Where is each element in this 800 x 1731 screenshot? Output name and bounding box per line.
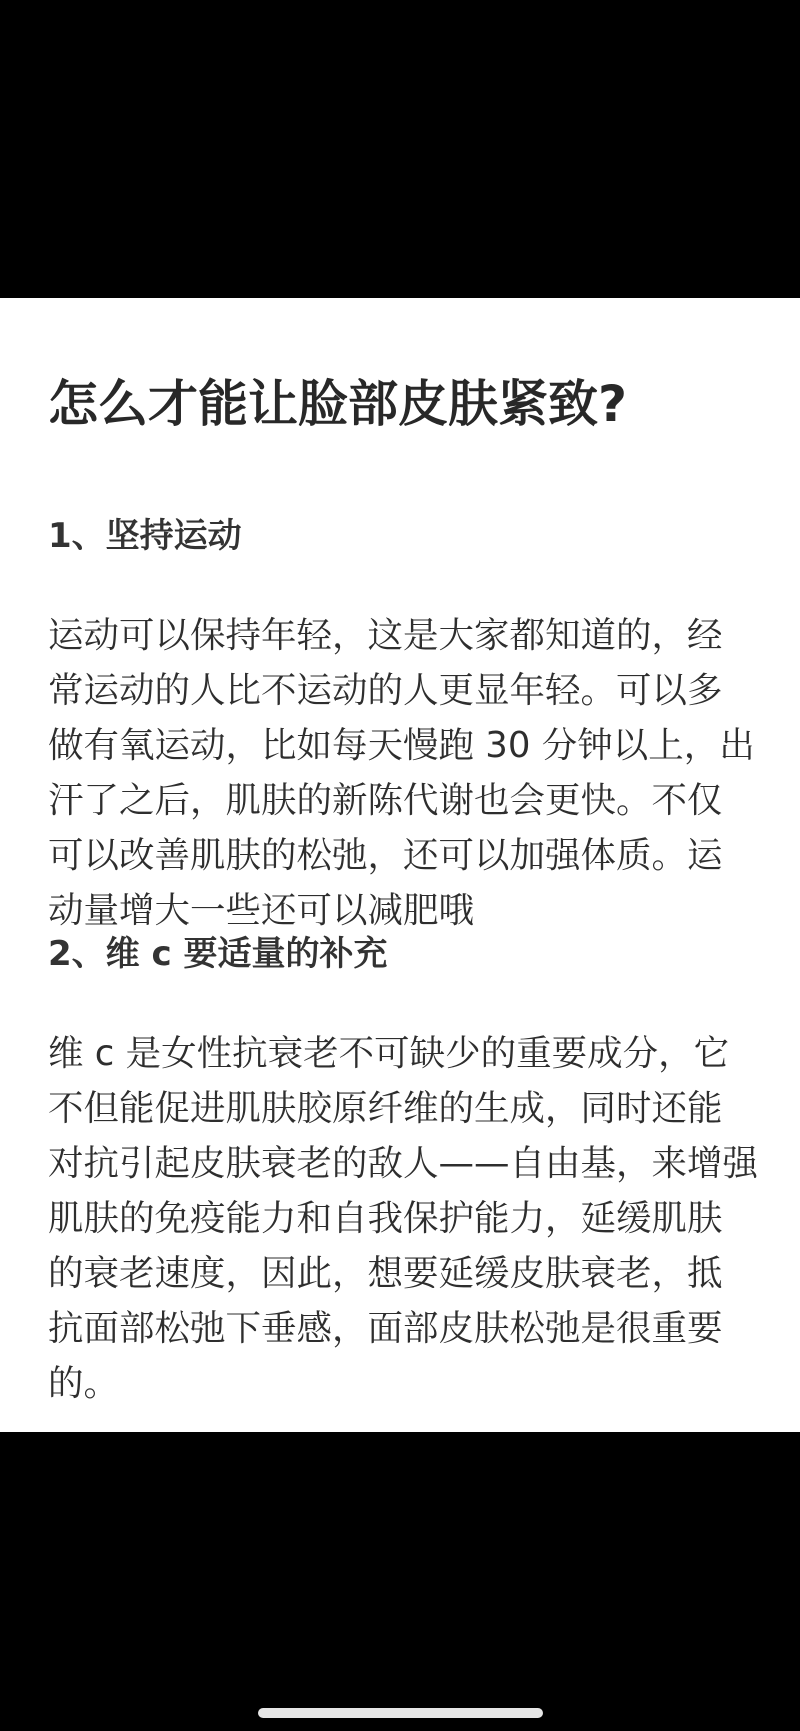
paragraph-line: 维 c 是女性抗衰老不可缺少的重要成分，它 xyxy=(48,1033,730,1074)
paragraph-line: 抗面部松弛下垂感，面部皮肤松弛是很重要 xyxy=(48,1308,723,1349)
paragraph-line: 常运动的人比不运动的人更显年轻。可以多 xyxy=(48,670,723,711)
paragraph-line: 肌肤的免疫能力和自我保护能力，延缓肌肤 xyxy=(48,1198,723,1239)
paragraph-line: 动量增大一些还可以减肥哦 xyxy=(48,890,475,931)
paragraph-line: 运动可以保持年轻，这是大家都知道的，经 xyxy=(48,615,723,656)
paragraph-line: 不但能促进肌肤胶原纤维的生成，同时还能 xyxy=(48,1088,723,1129)
article-title: 怎么才能让脸部皮肤紧致? xyxy=(48,375,628,433)
article-card xyxy=(0,298,800,1432)
section-paragraph-exercise xyxy=(48,608,778,938)
section-heading-exercise: 1、坚持运动 xyxy=(48,516,242,556)
paragraph-line: 汗了之后，肌肤的新陈代谢也会更快。不仅 xyxy=(48,780,723,821)
top-black-bar xyxy=(0,0,800,298)
section-heading-vitamin-c: 2、维 c 要适量的补充 xyxy=(48,934,388,974)
paragraph-line: 做有氧运动，比如每天慢跑 30 分钟以上，出 xyxy=(48,725,755,766)
paragraph-line: 对抗引起皮肤衰老的敌人——自由基，来增强 xyxy=(48,1143,759,1184)
bottom-black-bar xyxy=(0,1432,800,1731)
paragraph-line: 的衰老速度，因此，想要延缓皮肤衰老，抵 xyxy=(48,1253,723,1294)
paragraph-line: 的。 xyxy=(48,1363,120,1404)
paragraph-line: 可以改善肌肤的松弛，还可以加强体质。运 xyxy=(48,835,723,876)
home-indicator[interactable] xyxy=(258,1708,543,1718)
section-paragraph-vitamin-c xyxy=(48,1026,778,1411)
